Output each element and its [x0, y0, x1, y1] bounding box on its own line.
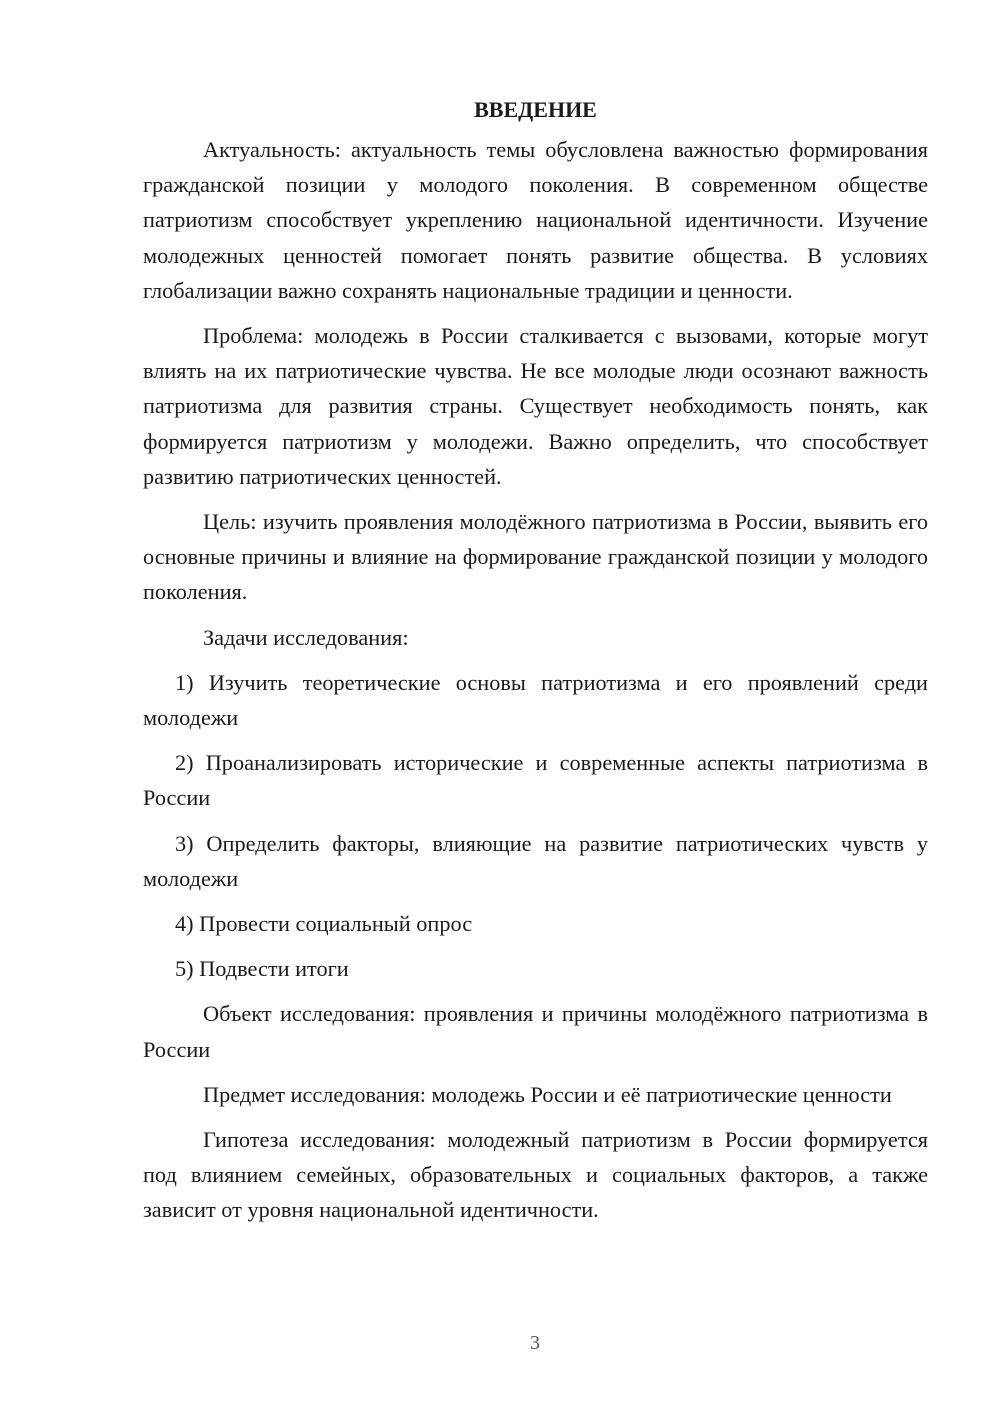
subject-paragraph: Предмет исследования: молодежь России и её патриотические ценности	[203, 1081, 892, 1107]
goal-paragraph: Цель: изучить проявления молодёжного патриотизма в России, выявить его основные причины и влияние на формирование гражданской позиции у молодого поколения.	[143, 509, 928, 605]
page-number: 3	[530, 1332, 540, 1354]
task-item-2: 2) Проанализировать исторические и современные аспекты патриотизма в России	[143, 750, 928, 811]
page-title: ВВЕДЕНИЕ	[474, 97, 597, 122]
relevance-paragraph: Актуальность: актуальность темы обусловлена важностью формирования гражданской позиции у молодого поколения. В современном обществе патриотизм способствует укреплению национальной идентичности. Изучение молодежных ценностей помогает понять развитие общества. В условиях глобализации важно сохранять национальные традиции и ценности.	[143, 137, 928, 303]
tasks-title: Задачи исследования:	[203, 624, 409, 650]
task-item-5: 5) Подвести итоги	[175, 956, 349, 982]
hypothesis-paragraph: Гипотеза исследования: молодежный патриотизм в России формируется под влиянием семейных, образовательных и социальных факторов, а также зависит от уровня национальной идентичности.	[143, 1127, 928, 1223]
problem-paragraph: Проблема: молодежь в России сталкивается с вызовами, которые могут влиять на их патриотические чувства. Не все молодые люди осознают важность патриотизма для развития страны. Существует необходимость понять, как формируется патриотизм у молодежи. Важно определить, что способствует развитию патриотических ценностей.	[143, 323, 928, 489]
document-page	[143, 92, 928, 1228]
object-paragraph: Объект исследования: проявления и причины молодёжного патриотизма в России	[143, 1001, 928, 1062]
task-item-4: 4) Провести социальный опрос	[175, 911, 473, 937]
task-item-3: 3) Определить факторы, влияющие на развитие патриотических чувств у молодежи	[143, 830, 928, 891]
task-item-1: 1) Изучить теоретические основы патриотизма и его проявлений среди молодежи	[143, 669, 928, 731]
